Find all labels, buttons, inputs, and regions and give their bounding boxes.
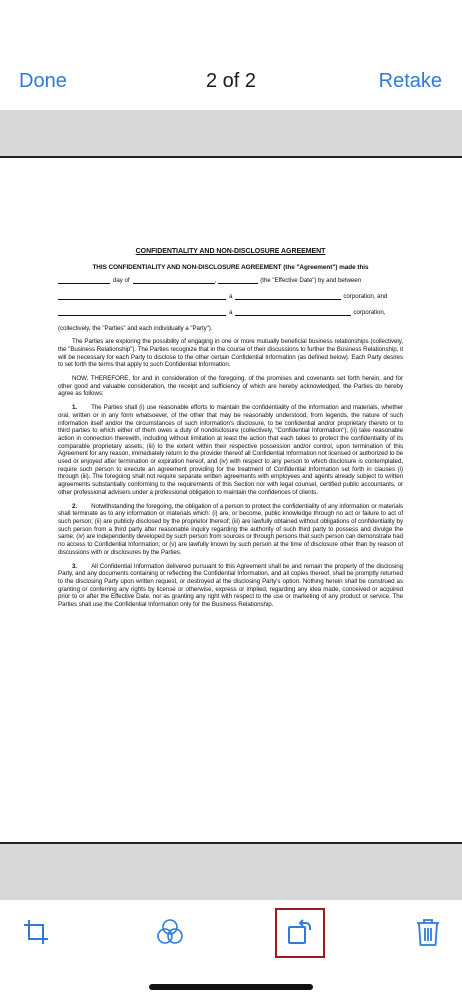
now-therefore-paragraph: NOW, THEREFORE, for and in consideration of the foregoing, of the promises and covenants set forth herein, and for other good and valuable consideration, the receipt and sufficiency of which are hereby acknowledged, the Parties do hereby agree as follows: [58,375,403,398]
document-intro: THIS CONFIDENTIALITY AND NON-DISCLOSURE AGREEMENT (the "Agreement") made this [92,263,369,271]
bottom-gray-band [0,844,462,900]
top-gray-band [0,110,462,156]
trash-icon [414,917,442,947]
crop-button[interactable] [18,914,54,950]
section-2-number: 2. [72,502,78,510]
party-one-a: a [229,293,233,301]
date-line: day of , (the "Effective Date") by and between [58,277,403,285]
rotate-button[interactable] [282,914,318,950]
document-content [58,248,403,615]
navigation-bar [0,0,462,110]
day-of-label: day of [113,277,130,285]
section-3-number: 3. [72,562,78,570]
delete-button[interactable] [410,914,446,950]
section-3 [58,563,403,609]
party-one-line [58,293,403,301]
document-title: CONFIDENTIALITY AND NON-DISCLOSURE AGREEMENT [135,248,326,255]
filter-button[interactable] [152,914,188,950]
section-3-text: All Confidential Information delivered pursuant to this Agreement shall be and remain the property of the disclosing Party, and any documents containing or reflecting the Confidential Information, and all copies thereof, shall be promptly returned to the disclosing Party upon written request, or destroyed at the disclosing Party's option. Nothing herein shall be construed as granting or conferring any rights by license or otherwise, express or implied, regarding any idea made, conceived or acquired prior to or after the Effective Date, nor as granting any right with respect to the use or marketing of any product or service. The Parties shall use the Confidential Information only for the Business Relationship. [58,562,403,609]
section-1-text: The Parties shall (i) use reasonable efforts to maintain the confidentiality of the information and materials, whether oral, written or in any form whatsoever, of the other that may be reasonably understood, from legends, the nature of such information itself and/or the circumstances of such information's disclosure, to be confidential and/or proprietary thereto or to third parties to which either of them owes a duty of nondisclosure (collectively, "Confidential Information"); (ii) take reasonable action in connection therewith, including without limitation at least the action that each takes to protect the confidentiality of its comparable proprietary assets; (iii) to the extent within their respective possession and/or control, upon termination of this Agreement for any reason, immediately return to the provider thereof all Confidential Information not licensed or authorized to be used or enjoyed after termination or expiration hereof, and (iv) with respect to any person to which disclosure is contemplated, require such person to execute an agreement providing for the treatment of Confidential Information set forth in clauses (i) through (iii). The foregoing shall not require separate written agreements with employees and agents already subject to written agreements substantially conforming to the requirements of this Section nor with legal counsel, certified public accountants, or other professional advisers under a professional obligation to maintain the confidences of clients. [58,404,403,496]
retake-button[interactable]: Retake [378,70,442,92]
page-counter-title: 2 of 2 [205,70,257,92]
intro-paragraph: The Parties are exploring the possibility of engaging in one or more mutually beneficial business relationships (collectively, the "Business Relationship"). The Parties recognize that in the course of their discussions to further the Business Relationship, it will be necessary for each Party to disclose to the other certain Confidential Information (as defined below). Each Party desires to set forth the terms that apply to such Confidential Information. [58,338,403,369]
party-two-line [58,309,403,317]
effective-date-label: (the "Effective Date") by and between [260,277,362,285]
filter-icon [155,917,185,947]
party-one-corporation: corporation, and [343,293,388,301]
crop-icon [22,918,50,946]
section-1-number: 1. [72,404,78,412]
rotate-icon [285,917,315,947]
scanned-document-page [0,156,462,844]
collectively-text: (collectively, the "Parties" and each individually a "Party"). [58,324,213,332]
done-button[interactable]: Done [19,70,67,92]
party-two-a: a [229,308,233,316]
party-two-corporation: corporation, [353,308,386,316]
section-1 [58,404,403,496]
section-2-text: Notwithstanding the foregoing, the obligation of a person to protect the confidentiality of any information or materials shall terminate as to any information or materials which: (i) are, or become, public knowledge through no act or failure to act of such person; (ii) are publicly disclosed by the proprietor thereof; (iii) are lawfully obtained without obligations of confidentiality by such person from a third party after reasonable inquiry regarding the authority of such third party to possess and divulge the same; (iv) are independently developed by such person from sources or through persons that such person can demonstrate had no access to Confidential Information; or (v) are lawfully known by such person at the time of disclosure other than by reason of discussions with or disclosures by the Parties. [58,502,403,556]
section-2 [58,503,403,557]
home-indicator [149,984,313,990]
